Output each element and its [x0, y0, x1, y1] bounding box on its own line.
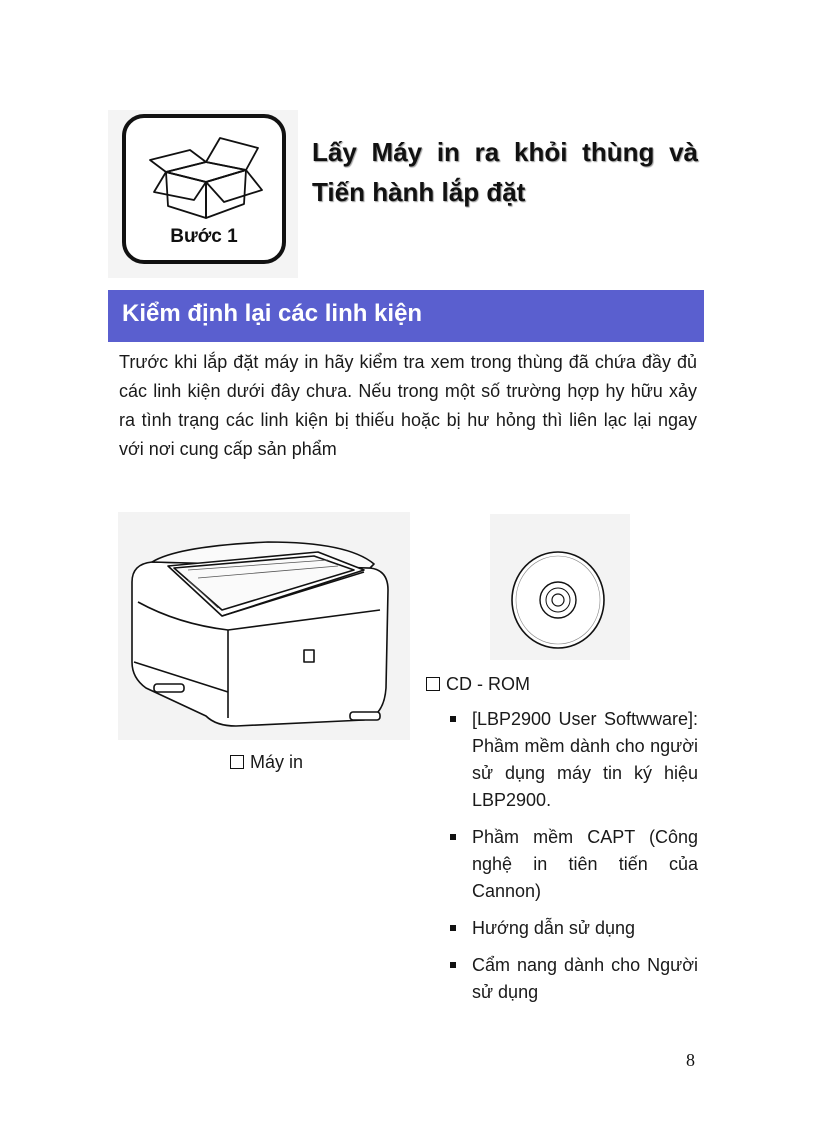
checkbox-icon [230, 755, 244, 769]
printer-caption [230, 752, 303, 773]
cd-contents-list [448, 706, 698, 1016]
cd-caption [426, 674, 530, 695]
list-item-text: [LBP2900 User Softwware]: Phầm mềm dành cho người sử dụng máy tin ký hiệu LBP2900. [472, 709, 698, 810]
page-number: 8 [686, 1050, 695, 1070]
cd-illustration [490, 514, 630, 660]
list-item [448, 824, 698, 905]
bullet-icon [450, 925, 456, 931]
bullet-icon [450, 834, 456, 840]
bullet-icon [450, 716, 456, 722]
cd-rom-icon [490, 514, 630, 660]
checkbox-icon [426, 677, 440, 691]
bullet-icon [450, 962, 456, 968]
list-item-text: Cẩm nang dành cho Người sử dụng [472, 955, 698, 1002]
printer-illustration [118, 512, 410, 740]
list-item [448, 706, 698, 814]
intro-paragraph: Trước khi lắp đặt máy in hãy kiểm tra xem trong thùng đã chứa đầy đủ các linh kiện dưới đây chưa. Nếu trong một số trường hợp hy hữu xảy ra tình trạng các linh kiện bị thiếu hoặc bị hư hỏng thì liên lạc lại ngay với nơi cung cấp sản phẩm [119, 352, 697, 459]
list-item [448, 952, 698, 1006]
page-title: Lấy Máy in ra khỏi thùng và Tiến hành lắp đặt [312, 137, 698, 207]
step-badge [108, 110, 298, 278]
printer-icon [118, 512, 410, 740]
list-item-text: Hướng dẫn sử dụng [472, 918, 636, 938]
list-item [448, 915, 698, 942]
step-badge-frame [122, 114, 286, 264]
open-box-icon [146, 130, 266, 222]
section-header-bar [108, 290, 704, 342]
step-label: Bước 1 [170, 226, 238, 247]
list-item-text: Phầm mềm CAPT (Công nghệ in tiên tiến của Cannon) [472, 827, 698, 901]
printer-caption-text: Máy in [250, 752, 304, 772]
section-heading: Kiểm định lại các linh kiện [122, 300, 423, 327]
cd-caption-text: CD - ROM [446, 674, 530, 694]
